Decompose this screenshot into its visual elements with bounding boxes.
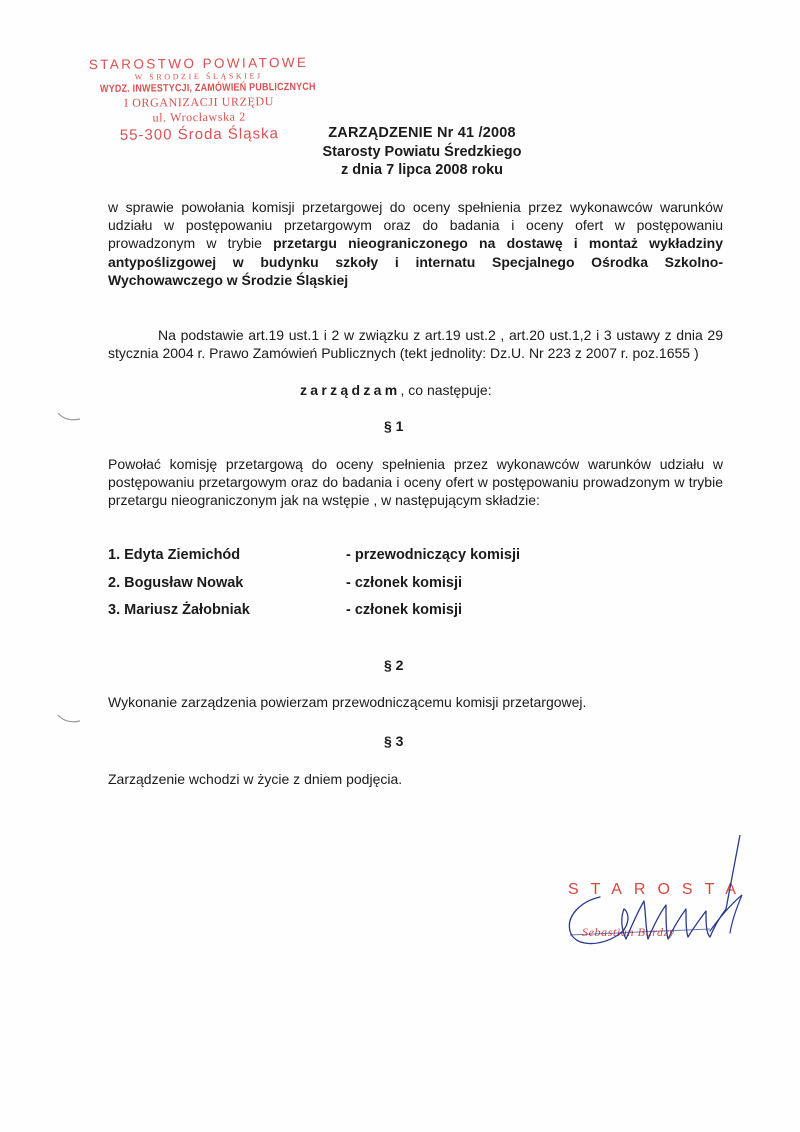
decree-word: zarządzam bbox=[300, 382, 401, 398]
subject-bold-text: przetargu nieograniczonego na dostawę i montaż wykładziny antypoślizgowej w budynku szkoły i internatu Specjalnego Ośrodka Szkolno-Wychowawczego w Środzie Śląskiej bbox=[108, 235, 723, 288]
stamp-line: 55-300 Środa Śląska bbox=[119, 125, 279, 145]
member-name: 3. Mariusz Żałobniak bbox=[108, 602, 250, 618]
document-date: z dnia 7 lipca 2008 roku bbox=[341, 162, 503, 178]
punch-hole-mark bbox=[56, 712, 82, 726]
decree-rest: , co następuje: bbox=[400, 382, 492, 398]
subject-paragraph bbox=[108, 198, 723, 289]
stamp-line: WYDZ. INWESTYCJI, ZAMÓWIEŃ PUBLICZNYCH bbox=[99, 80, 316, 96]
list-item bbox=[108, 602, 608, 630]
section-1-heading: § 1 bbox=[384, 418, 404, 434]
execution-clause: Wykonanie zarządzenia powierzam przewodniczącemu komisji przetargowej. bbox=[108, 694, 587, 710]
member-role: - przewodniczący komisji bbox=[346, 547, 521, 563]
signature-block bbox=[560, 835, 770, 955]
document-title: ZARZĄDZENIE Nr 41 /2008 bbox=[328, 125, 516, 141]
section-2-heading: § 2 bbox=[384, 657, 404, 673]
decree-line bbox=[300, 382, 492, 398]
member-role: - członek komisji bbox=[346, 574, 463, 591]
list-item bbox=[108, 575, 608, 603]
document-issuer: Starosty Powiatu Średzkiego bbox=[322, 143, 522, 160]
appointment-paragraph: Powołać komisję przetargową do oceny spełnienia przez wykonawców warunków udziału w postępowaniu przetargowym oraz do badania i oceny ofert w postępowaniu prowadzonym w trybie przetargu nieograniczonym jak na wstępie , w następującym składzie: bbox=[108, 456, 723, 509]
stamp-line: STAROSTWO POWIATOWE bbox=[88, 54, 309, 73]
member-name: 2. Bogusław Nowak bbox=[108, 574, 244, 591]
member-name: 1. Edyta Ziemichód bbox=[108, 547, 241, 563]
list-item bbox=[108, 547, 608, 575]
subject-text: w sprawie powołania komisji przetargowej do oceny spełnienia przez wykonawców warunków udziału w postępowaniu przetargowym oraz do badania i oceny ofert w postępowaniu prowadzonym w trybie bbox=[108, 199, 723, 252]
legal-basis-paragraph: Na podstawie art.19 ust.1 i 2 w związku z art.19 ust.2 , art.20 ust.1,2 i 3 ustawy z dnia 29 stycznia 2004 r. Prawo Zamówień Publicznych (tekt jednolity: Dz.U. Nr 223 z 2007 r. poz.1655 ) bbox=[108, 327, 723, 362]
entry-into-force-clause: Zarządzenie wchodzi w życie z dniem podjęcia. bbox=[108, 771, 403, 787]
punch-hole-mark bbox=[56, 410, 82, 424]
document-header bbox=[272, 124, 572, 180]
committee-members-list bbox=[108, 547, 608, 630]
stamp-line: ul. Wrocławska 2 bbox=[152, 109, 246, 125]
member-role: - członek komisji bbox=[346, 602, 463, 618]
stamp-line: I ORGANIZACJI URZĘDU bbox=[123, 94, 275, 110]
stamp-line: W ŚRODZIE ŚLĄSKIEJ bbox=[134, 71, 263, 83]
section-3-heading: § 3 bbox=[384, 733, 404, 749]
handwritten-signature-icon bbox=[560, 835, 770, 955]
signature-title: STAROSTA bbox=[568, 881, 748, 898]
signature-name: Sebastian Burdzy bbox=[582, 925, 675, 939]
